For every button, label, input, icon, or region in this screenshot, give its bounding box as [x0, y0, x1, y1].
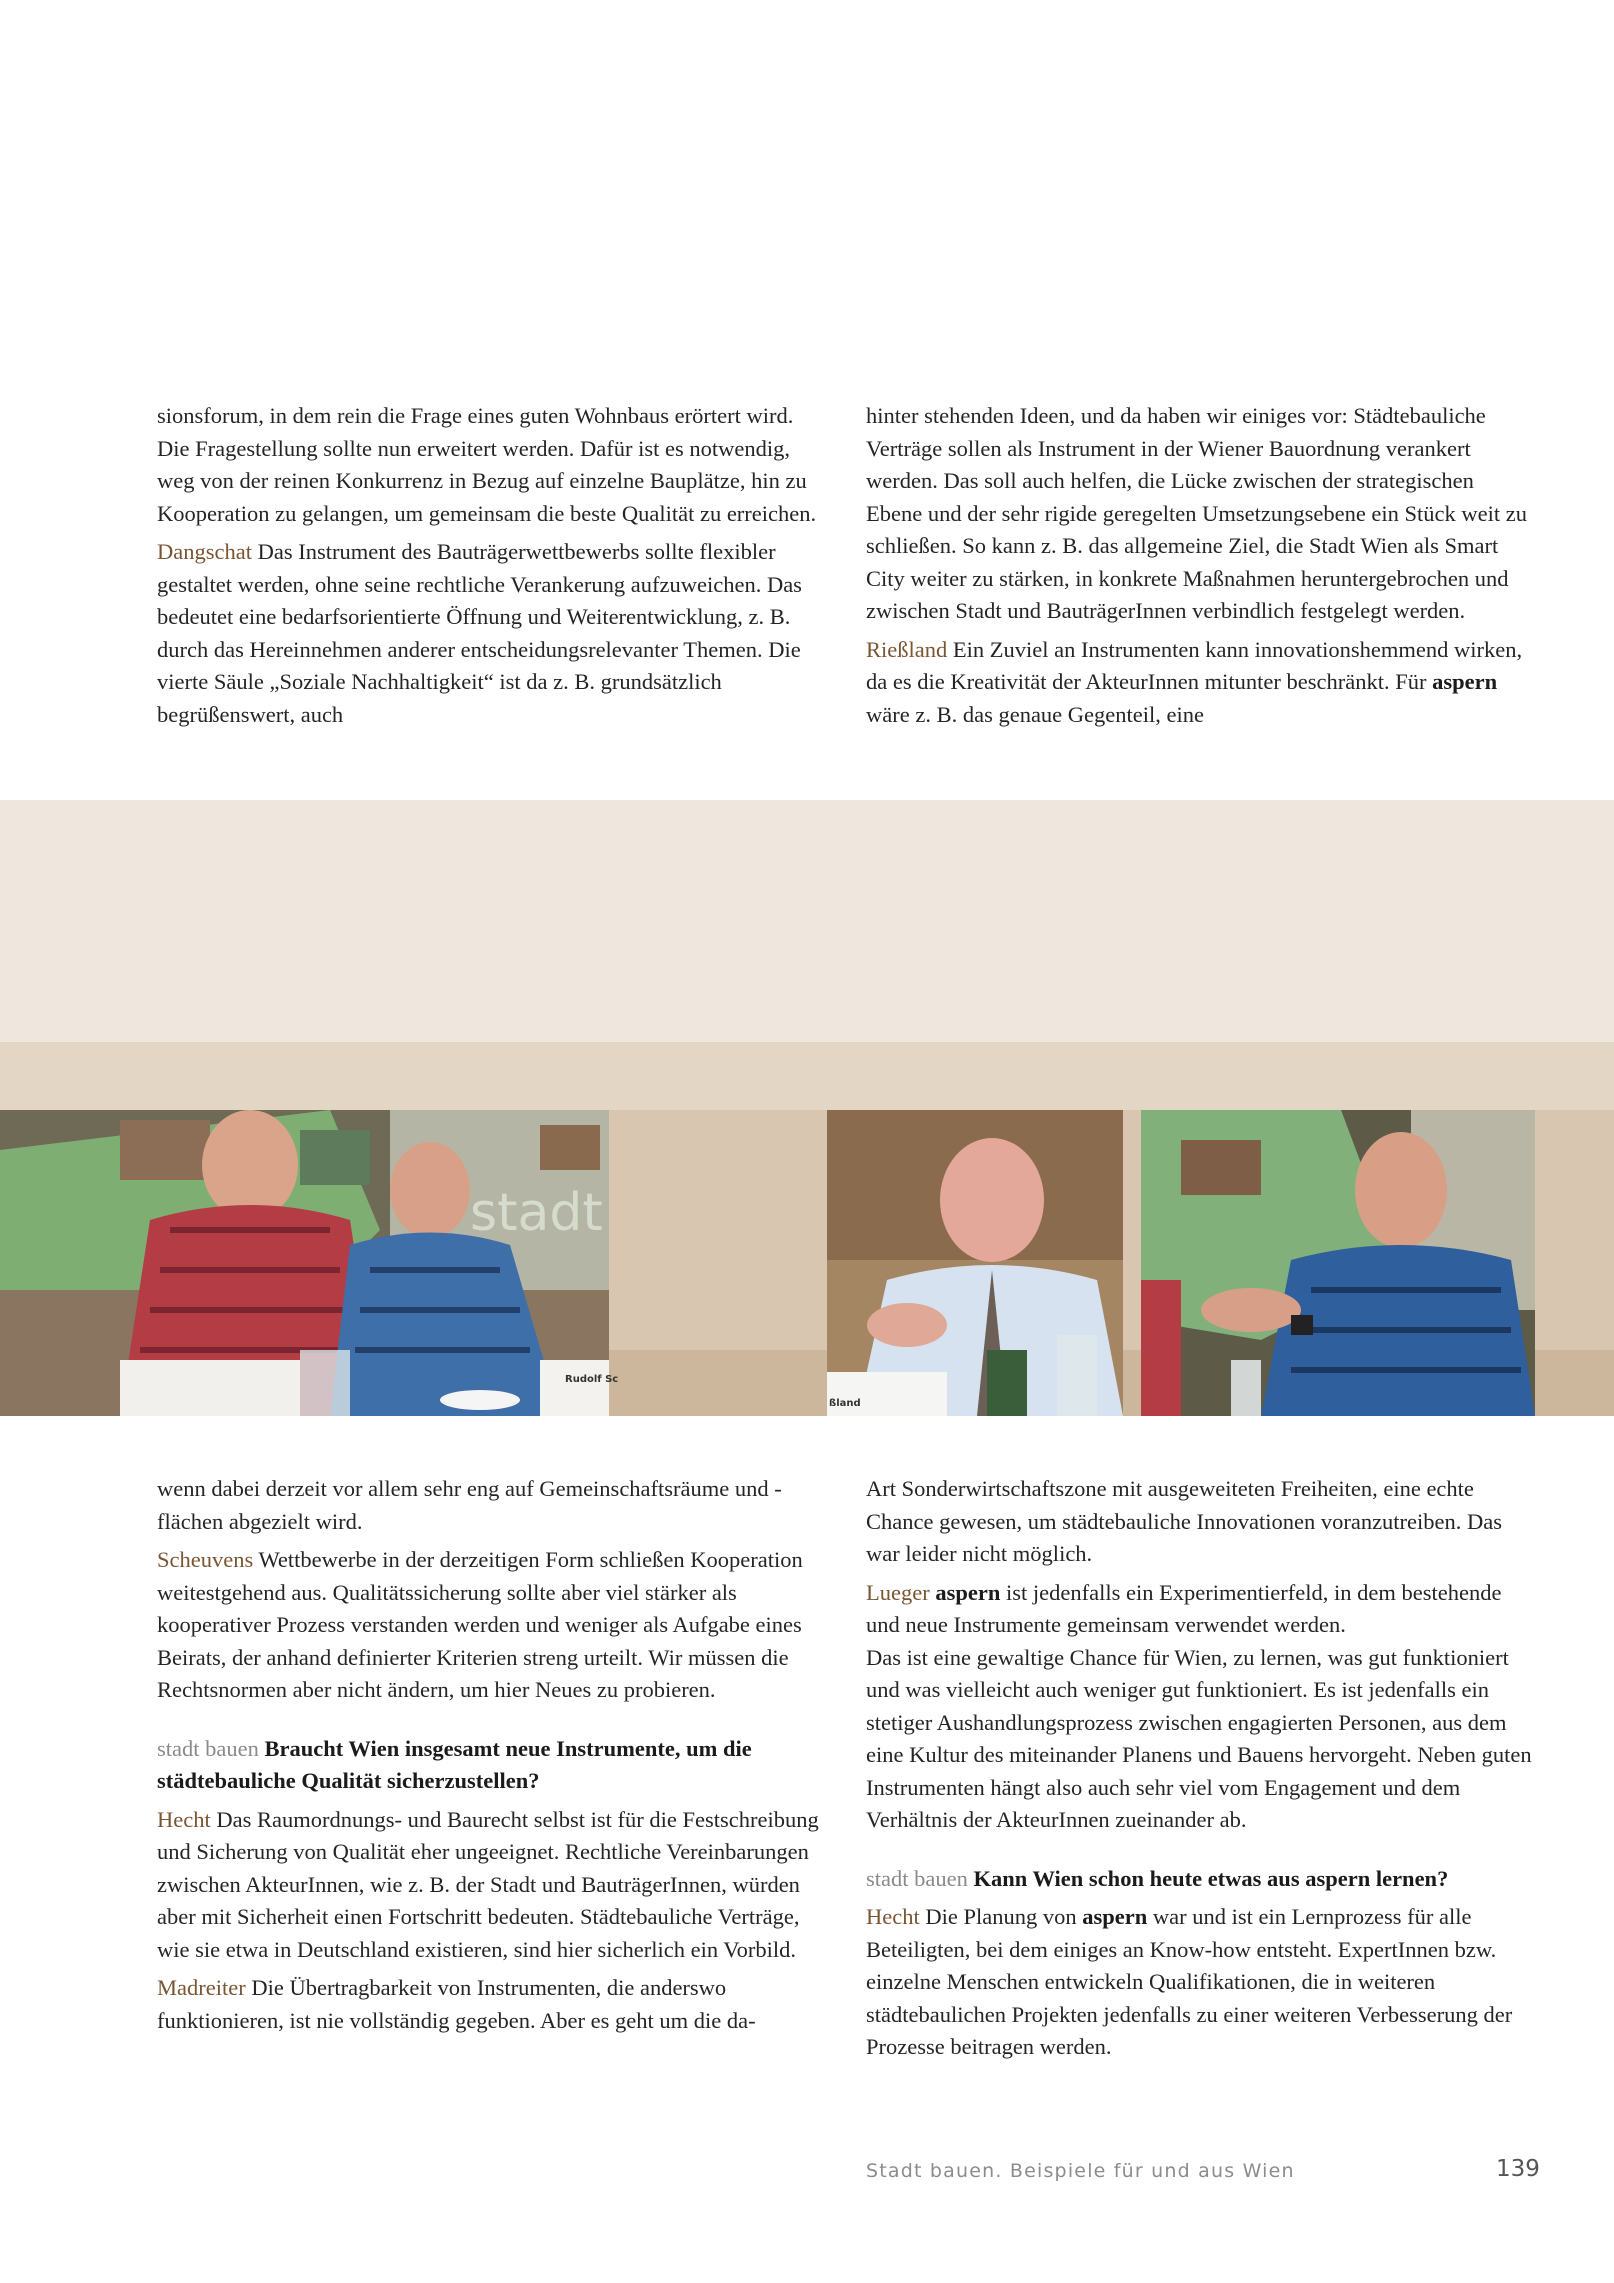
- page-number: 139: [1496, 2156, 1540, 2182]
- paragraph: Lueger aspern ist jedenfalls ein Experimentierfeld, in dem bestehende und neue Instrumente gemeinsam verwendet werden.: [866, 1579, 1502, 1637]
- photo-two-participants: [0, 1110, 619, 1416]
- speaker-name: Dangschat: [157, 539, 252, 564]
- paragraph: hinter stehenden Ideen, und da haben wir einiges vor: Städtebauliche Verträge sollen als Instrument in der Wiener Bauordnung verankert werden. Das soll auch helfen, die Lücke zwischen der strategischen Ebene und der sehr rigide geregelten Umsetzungsebene ein Stück weit zu schließen. So kann z. B. das allgemeine Ziel, die Stadt Wien als Smart City weiter zu stärken, in konkrete Maßnahmen heruntergebrochen und zwischen Stadt und BauträgerInnen verbindlich festgelegt werden.: [866, 403, 1528, 623]
- speaker-name: Hecht: [866, 1904, 920, 1929]
- text-column-right-top: [866, 400, 1534, 737]
- paragraph: Madreiter Die Übertragbarkeit von Instrumenten, die anderswo funktionieren, ist nie vollständig gegeben. Aber es geht um die da-: [157, 1975, 756, 2033]
- speaker-name: Hecht: [157, 1806, 211, 1832]
- photo-speaker-tie: [827, 1110, 1123, 1416]
- interview-question: stadt bauen Kann Wien schon heute etwas aus aspern lernen?: [866, 1865, 1449, 1891]
- paragraph: Rießland Ein Zuviel an Instrumenten kann innovationshemmend wirken, da es die Kreativität der AkteurInnen mitunter beschränkt. Für aspern wäre z. B. das genaue Gegenteil, eine: [866, 636, 1523, 727]
- speaker-name: Madreiter: [157, 1975, 246, 2000]
- text-column-right-bottom: [866, 1473, 1534, 2070]
- interview-question: stadt bauen Braucht Wien insgesamt neue Instrumente, um die städtebauliche Qualität sicherzustellen?: [157, 1735, 752, 1793]
- text-column-left-top: [157, 400, 822, 737]
- wall-text: stadt: [470, 1183, 603, 1243]
- paragraph: Scheuvens Wettbewerbe in der derzeitigen Form schließen Kooperation weitestgehend aus. Qualitätssicherung sollte aber viel stärker als kooperativer Prozess verstanden werden und weniger als Aufgabe eines Beirats, der anhand definierter Kriterien streng urteilt. Wir müssen die Rechtsnormen aber nicht ändern, um hier Neues zu probieren.: [157, 1547, 803, 1702]
- paragraph: Hecht Das Raumordnungs- und Baurecht selbst ist für die Festschreibung und Sicherung von Qualität eher ungeeignet. Rechtliche Vereinbarungen zwischen AkteurInnen, wie z. B. der Stadt und BauträgerInnen, würden aber mit Sicherheit einen Fortschritt bedeuten. Städtebauliche Verträge, wie sie etwa in Deutschland existieren, sind hier sicherlich ein Vorbild.: [157, 1806, 819, 1962]
- decorative-band-mid: [0, 1042, 1614, 1110]
- running-footer-title: Stadt bauen. Beispiele für und aus Wien: [866, 2160, 1295, 2182]
- question-label: stadt bauen: [157, 1735, 259, 1761]
- paragraph: wenn dabei derzeit vor allem sehr eng auf Gemeinschaftsräume und -flächen abgezielt wird.: [157, 1476, 782, 1534]
- paragraph: Das ist eine gewaltige Chance für Wien, zu lernen, was gut funktioniert und was vielleicht auch weniger gut funktioniert. Es ist jedenfalls ein stetiger Aushandlungsprozess zwischen engagierten Personen, aus dem eine Kultur des miteinander Planens und Bauens hervorgeht. Neben guten Instrumenten hängt also auch sehr viel vom Engagement und dem Verhältnis der AkteurInnen zueinander ab.: [866, 1644, 1532, 1832]
- speaker-name: Rießland: [866, 636, 948, 662]
- speaker-name: Scheuvens: [157, 1547, 254, 1572]
- paragraph: sionsforum, in dem rein die Frage eines guten Wohnbaus erörtert wird. Die Fragestellung sollte nun erweitert werden. Dafür ist es notwendig, weg von der reinen Konkurrenz in Bezug auf einzelne Bauplätze, hin zu Kooperation zu gelangen, um gemeinsam die beste Qualität zu erreichen.: [157, 403, 817, 526]
- speaker-name: Lueger: [866, 1579, 930, 1605]
- nameplate-text: ßland: [829, 1398, 861, 1409]
- paragraph: Dangschat Das Instrument des Bauträgerwettbewerbs sollte flexibler gestaltet werden, ohne seine rechtliche Verankerung aufzuweichen. Das bedeutet eine bedarfsorientierte Öffnung und Weiterentwicklung, z. B. durch das Hereinnehmen anderer entscheidungsrelevanter Themen. Die vierte Säule „Soziale Nachhaltigkeit“ ist da z. B. grundsätzlich begrüßenswert, auch: [157, 539, 802, 727]
- nameplate-text: Rudolf Sc: [565, 1374, 619, 1385]
- decorative-band-light: [0, 800, 1614, 1042]
- paragraph: Hecht Die Planung von aspern war und ist ein Lernprozess für alle Beteiligten, bei dem einiges an Know-how entsteht. ExpertInnen bzw. einzelne Menschen entwickeln Qualifikationen, die in weiteren städtebaulichen Projekten jedenfalls zu einer weiteren Verbesserung der Prozesse beitragen werden.: [866, 1904, 1513, 2059]
- question-label: stadt bauen: [866, 1865, 968, 1891]
- photo-speaker-checked-shirt: [1141, 1110, 1535, 1416]
- paragraph: Art Sonderwirtschaftszone mit ausgeweiteten Freiheiten, eine echte Chance gewesen, um städtebauliche Innovationen voranzutreiben. Das war leider nicht möglich.: [866, 1476, 1503, 1566]
- text-column-left-bottom: [157, 1473, 822, 2043]
